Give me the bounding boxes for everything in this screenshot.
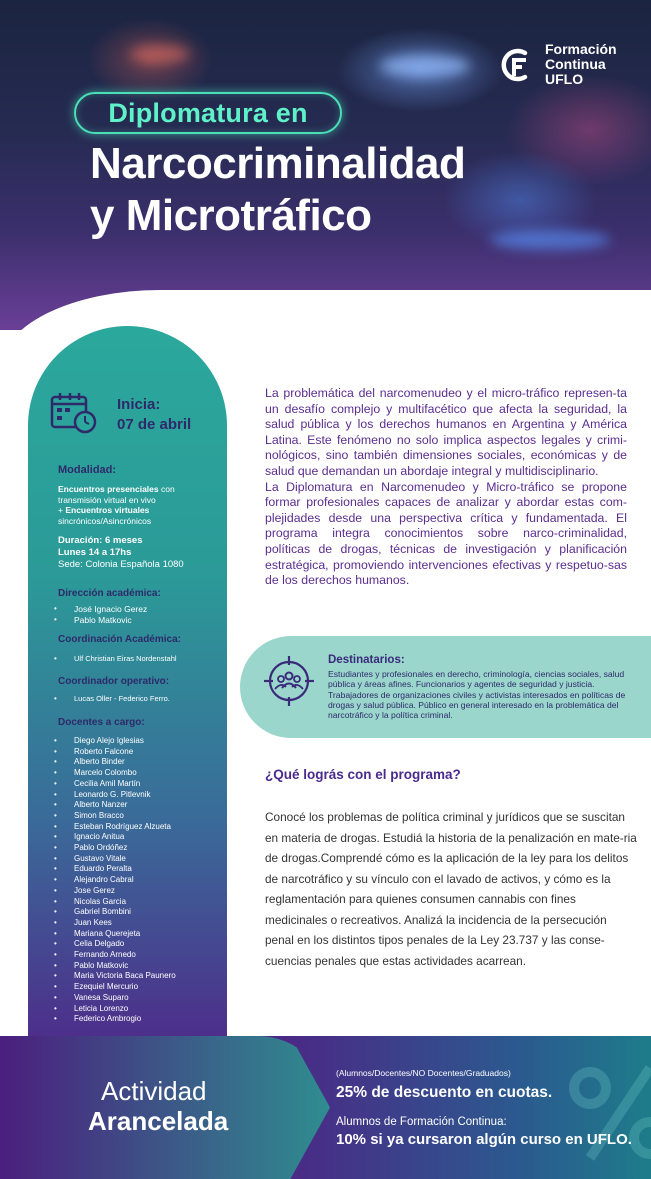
discount-1: 25% de descuento en cuotas. [336,1084,553,1101]
modalidad-bold2: Encuentros virtuales [65,505,150,515]
list-item [54,736,176,747]
title-line2: y Microtráfico [90,191,372,240]
list-item [54,875,176,886]
destinatarios-title: Destinatarios: [328,654,405,666]
start-date: 07 de abril [117,416,192,433]
docente-name: Diego Alejo Iglesias [74,736,144,745]
docente-name: Alejandro Cabral [74,875,134,885]
docentes-list [54,736,176,1025]
docente-name: Ignacio Anitua [74,832,125,842]
bullet: • [54,778,57,788]
bullet: • [54,917,57,927]
modalidad-line4: sincrónicos/Asincrónicos [58,515,152,526]
docente-name: Ezequiel Mercurio [74,982,139,992]
docente-name: Leticia Lorenzo [74,1003,129,1013]
docente-name: Gabriel Bombini [74,907,131,917]
docente-name: Vanesa Suparo [74,992,129,1002]
hero-banner [0,0,651,330]
list-item [54,907,176,918]
docente-name: Eduardo Peralta [74,864,132,874]
brand-line2: Continua [545,56,606,72]
modalidad-heading: Modalidad: [58,464,117,476]
list-item [54,971,176,982]
bullet: • [54,864,57,874]
modalidad-bold1: Encuentros presenciales [58,484,159,494]
list-item [54,811,176,822]
duracion: Duración: 6 meses [58,535,143,546]
docente-name: Federico Ambrogio [74,1014,142,1024]
bullet: • [54,875,57,885]
docente-name: Alberto Binder [74,757,125,767]
docente-name: Pablo Matkovic [74,960,129,970]
bullet: • [54,746,57,756]
destinatarios-text: Estudiantes y profesionales en derecho, criminología, ciencias sociales, salud pública y áreas afines. Funcionarios y agentes de seguridad y justicia. Trabajadores de organizaciones civiles y activistas interesados en políticas de drogas y salud pública. Público en general interesado en la problemática del narcotráfico y la política criminal. [328,669,626,721]
docente-name: Celia Delgado [74,939,125,949]
bullet: • [54,896,57,906]
bullet: • [54,821,57,831]
docente-name: Jose Gerez [74,885,115,895]
modalidad-line2: transmisión virtual en vivo [58,494,156,505]
bullet: • [54,1003,57,1013]
bullet: • [54,757,57,767]
docente-name: Esteban Rodríguez Alzueta [74,821,171,831]
list-item [54,747,176,758]
docente-name: Pablo Ordóñez [74,843,128,853]
coordinacion-heading: Coordinación Académica: [58,634,181,645]
bullet: • [54,992,57,1002]
light-streak [380,55,470,77]
coordinador-heading: Coordinador operativo: [58,676,170,687]
bullet: • [54,907,57,917]
activity-line1: Actividad [101,1076,207,1106]
bullet: • [54,789,57,799]
bullet: • [54,939,57,949]
diploma-pill: Diplomatura en [74,92,342,134]
bullet: • [54,810,57,820]
list-item [54,800,176,811]
intro-text [265,386,627,589]
brand-logo[interactable] [497,42,617,87]
modalidad-prefix: + [58,505,66,515]
bullet: • [54,885,57,895]
list-item: • Lucas Oller - Federico Ferro. [54,694,170,703]
intro-paragraph-1: La problemática del narcomenudeo y el micro-tráfico represen-ta un desafío complejo y multifacético que afecta la seguridad, la salud pública y los derechos humanos en Argentina y América Latina. Este fenómeno no solo implica aspectos legales y crimi-nológicos, sino también dimensiones sociales, económicas y de salud que demandan un abordaje integral y multidisciplinario. [265,386,627,478]
start-label: Inicia: [117,396,161,413]
list-item [54,822,176,833]
percent-icon [565,1058,651,1168]
docente-name: Roberto Falcone [74,746,134,756]
docente-name: Maria Victoria Baca Paunero [74,971,176,981]
modalidad-rest1: con [158,484,175,494]
docente-name: Gustavo Vitale [74,853,126,863]
sede: Sede: Colonia Española 1080 [58,559,184,570]
pricing-footer [0,1036,651,1179]
list-item [54,843,176,854]
docente-name: Marcelo Colombo [74,768,137,778]
calendar-clock-icon [50,392,98,434]
discount-2: 10% si ya cursaron algún curso en UFLO. [336,1131,632,1148]
list-item [54,854,176,865]
coordinacion-list [54,654,177,665]
bullet: • [54,960,57,970]
list-item [54,961,176,972]
target-people-icon [262,654,316,708]
horario: Lunes 14 a 17hs [58,547,132,558]
bullet: • [54,950,57,960]
intro-paragraph-2: La Diplomatura en Narcomenudeo y Micro-tráfico se propone formar profesionales capaces de analizar y abordar estas com-plejidades desde una perspectiva crítica y fundamentada. El programa integra conocimientos sobre narco-criminalidad, políticas de drogas, técnicas de investigación y planificación estratégica, promoviendo intervenciones efectivas y respetuo-sas de los derechos humanos. [265,479,627,588]
list-item: • José Ignacio Gerez [54,604,148,614]
logros-text: Conocé los problemas de política criminal y jurídicos que se suscitan en materia de drogas. Estudiá la historia de la penalización en mate-ria de drogas.Comprendé cómo es la aplicación de la ley para los delitos de narcotráfico y su vínculo con el lavado de activos, y cómo es la reglamentación para quienes consumen cannabis con fines medicinales o recreativos. Analizá la incidencia de la persecución penal en los distintos tipos penales de la Ley 23.737 y las conse-cuencias penales que estas actividades acarrean. [265,810,637,968]
list-item: • Ulf Christian Eiras Nordenstahl [54,654,177,663]
docente-name: Cecilia Amil Martín [74,778,141,788]
list-item [54,768,176,779]
bullet: • [54,843,57,853]
list-item [54,864,176,875]
list-item: • Pablo Matkovic [54,614,132,625]
page-title [90,138,560,242]
bullet: • [54,736,57,745]
list-item [54,790,176,801]
modalidad-text [58,484,228,526]
destinatarios-box [240,636,651,738]
bullet: • [54,982,57,992]
list-item [54,779,176,790]
direccion-heading: Dirección académica: [58,588,161,599]
bullet: • [54,768,57,778]
schedule-text [58,535,228,571]
docente-name: Alberto Nanzer [74,800,128,810]
brand-line1: Formación [545,41,617,57]
brand-name [545,42,617,87]
docentes-heading: Docentes a cargo: [58,717,145,728]
docente-name: Mariana Querejeta [74,928,141,938]
docente-name: Fernando Arnedo [74,950,136,960]
coordinador-list [54,694,170,705]
audience-text: (Alumnos/Docentes/NO Docentes/Graduados) [336,1068,511,1078]
list-item [54,886,176,897]
direccion-list [54,604,147,625]
list-item [54,897,176,908]
light-streak [130,45,190,63]
list-item [54,832,176,843]
list-item [54,993,176,1004]
info-sidebar [28,326,227,1036]
docente-name: Leonardo G. Pitlevnik [74,789,151,799]
list-item [54,929,176,940]
list-item [54,982,176,993]
hero-curve [0,290,651,330]
list-item [54,939,176,950]
logros-title: ¿Qué lográs con el programa? [265,767,461,782]
docente-name: Nicolas Garcia [74,896,127,906]
bullet: • [54,928,57,938]
activity-line2: Arancelada [88,1106,229,1136]
title-line1: Narcocriminalidad [90,139,466,188]
bullet: • [54,800,57,810]
list-item [54,1014,176,1025]
ufl-logo-icon [497,45,537,85]
list-item [54,757,176,768]
bullet: • [54,971,57,981]
list-item [54,950,176,961]
docente-name: Juan Kees [74,917,112,927]
bullet: • [54,832,57,842]
list-item [54,1004,176,1015]
audience-text-2: Alumnos de Formación Continua: [336,1116,507,1128]
brand-line3: UFLO [545,71,584,87]
bullet: • [54,1014,57,1024]
list-item [54,918,176,929]
docente-name: Simon Bracco [74,810,124,820]
bullet: • [54,853,57,863]
